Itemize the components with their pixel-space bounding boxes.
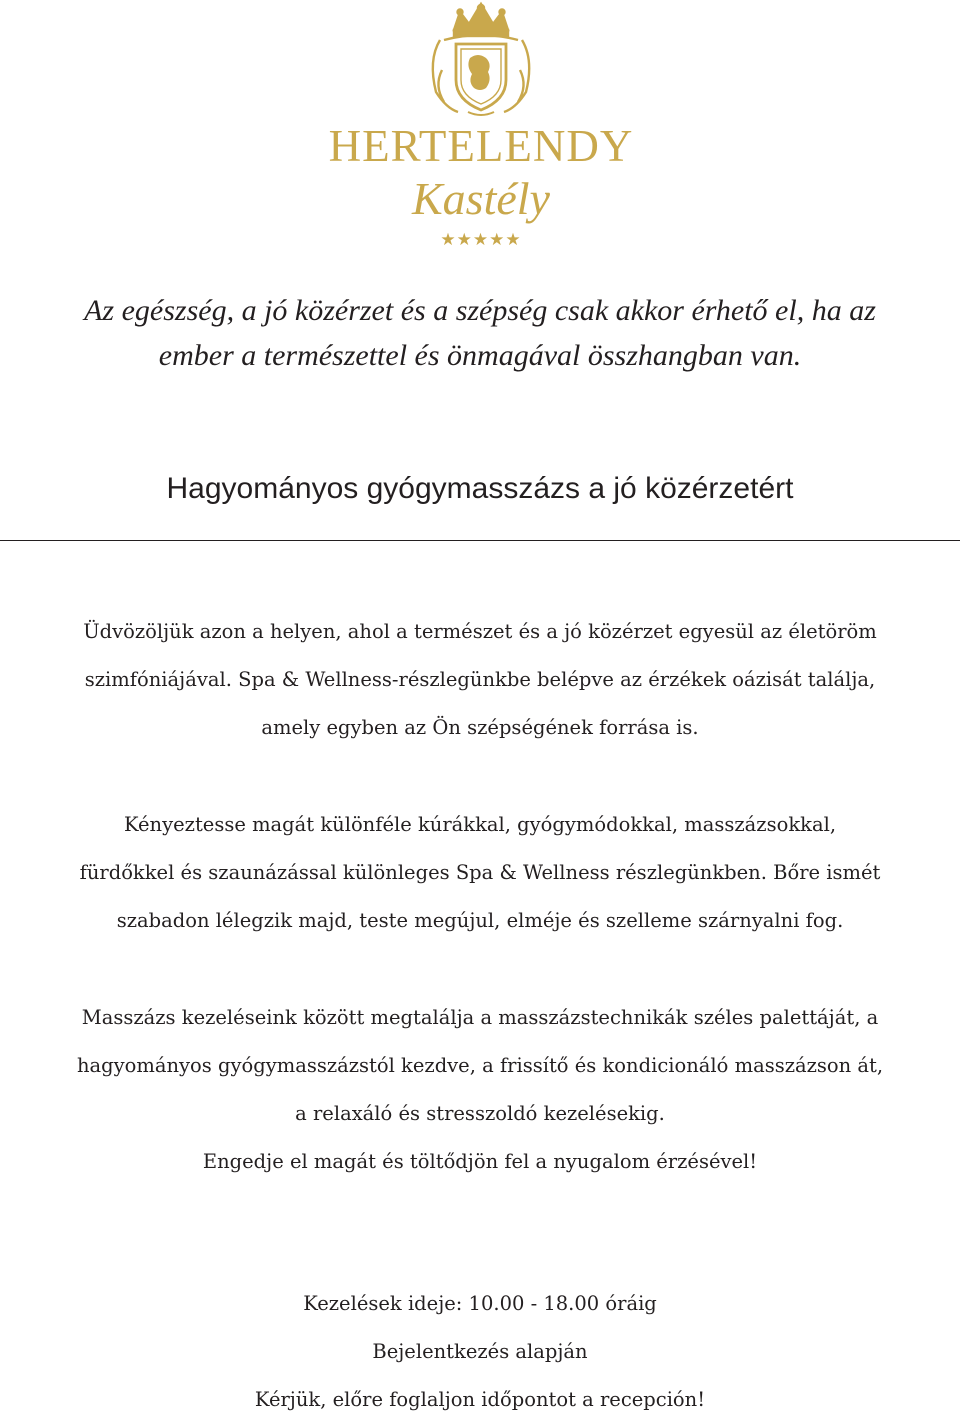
paragraph-line: Kényeztesse magát különféle kúrákkal, gyógymódokkal, masszázsokkal, xyxy=(123,813,837,836)
paragraph-line: Masszázs kezeléseink között megtalálja a masszázstechnikák széles palettáját, a xyxy=(81,1006,879,1029)
welcome-paragraph xyxy=(0,608,960,752)
pamper-paragraph xyxy=(0,801,960,945)
paragraph-line: a relaxáló és stresszoldó kezelésekig. xyxy=(295,1102,665,1125)
intro-quote xyxy=(0,288,960,378)
divider xyxy=(0,540,960,541)
star-rating: ★★★★★ xyxy=(440,230,522,250)
paragraph-line: szimfóniájával. Spa & Wellness-részlegünkbe belépve az érzékek oázisát találja, xyxy=(84,668,876,691)
crest-icon xyxy=(328,0,634,120)
paragraph-line: szabadon lélegzik majd, teste megújul, elméje és szelleme szárnyalni fog. xyxy=(116,909,844,932)
reservation-note: Kérjük, előre foglaljon időpontot a recepción! xyxy=(254,1388,706,1411)
hotel-logo xyxy=(328,0,634,254)
paragraph-line: Engedje el magát és töltődjön fel a nyugalom érzésével! xyxy=(202,1150,758,1173)
massage-paragraph xyxy=(0,994,960,1186)
treatment-hours: Kezelések ideje: 10.00 - 18.00 óráig xyxy=(303,1292,657,1315)
paragraph-line: amely egyben az Ön szépségének forrása is. xyxy=(261,716,699,739)
quote-line: Az egészség, a jó közérzet és a szépség csak akkor érhető el, ha az xyxy=(84,294,876,327)
paragraph-line: Üdvözöljük azon a helyen, ahol a természet és a jó közérzet egyesül az életöröm xyxy=(83,620,877,643)
booking-note: Bejelentkezés alapján xyxy=(372,1340,588,1363)
paragraph-line: fürdőkkel és szaunázással különleges Spa & Wellness részlegünkben. Bőre ismét xyxy=(79,861,881,884)
paragraph-line: hagyományos gyógymasszázstól kezdve, a frissítő és kondicionáló masszázson át, xyxy=(76,1054,884,1077)
logo-subtitle: Kastély xyxy=(412,173,550,224)
booking-info xyxy=(0,1280,960,1424)
logo-wordmark: HERTELENDY xyxy=(328,121,634,171)
quote-line: ember a természettel és önmagával összhangban van. xyxy=(158,339,802,372)
page-heading: Hagyományos gyógymasszázs a jó közérzetért xyxy=(166,472,794,505)
